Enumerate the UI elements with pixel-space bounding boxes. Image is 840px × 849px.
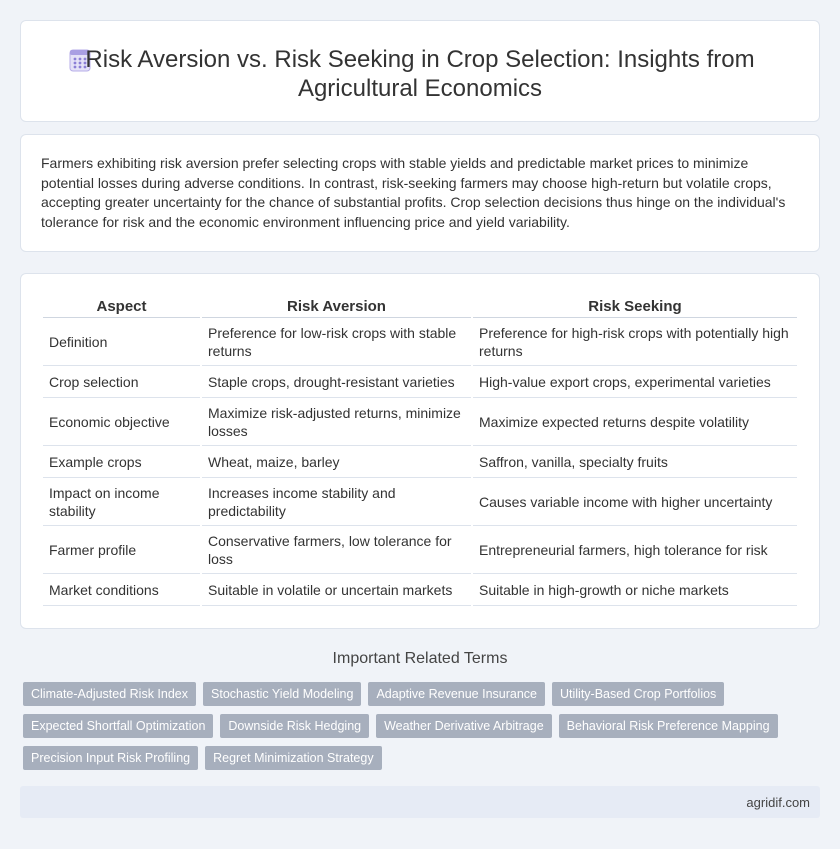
related-terms-heading: Important Related Terms xyxy=(332,650,508,667)
column-header-aspect: Aspect xyxy=(43,296,200,318)
table-cell: Saffron, vanilla, specialty fruits xyxy=(473,446,797,478)
table-row xyxy=(43,318,797,366)
table-cell: Suitable in high-growth or niche markets xyxy=(473,574,797,606)
related-term-tag[interactable]: Expected Shortfall Optimization xyxy=(23,714,213,738)
table-row xyxy=(43,478,797,526)
table-row xyxy=(43,398,797,446)
page-title: Risk Aversion vs. Risk Seeking in Crop Selection: Insights from Agricultural Economics xyxy=(85,46,755,102)
table-cell: Impact on income stability xyxy=(43,478,200,526)
column-header-risk-aversion: Risk Aversion xyxy=(202,296,471,318)
related-term-tag[interactable]: Behavioral Risk Preference Mapping xyxy=(559,714,778,738)
table-cell: Crop selection xyxy=(43,366,200,398)
intro-card xyxy=(20,134,820,252)
table-cell: Suitable in volatile or uncertain markets xyxy=(202,574,471,606)
table-cell: Definition xyxy=(43,318,200,366)
related-term-tag[interactable]: Precision Input Risk Profiling xyxy=(23,746,198,770)
related-terms-list xyxy=(23,682,813,770)
table-row xyxy=(43,574,797,606)
table-cell: Maximize risk-adjusted returns, minimize losses xyxy=(202,398,471,446)
table-cell: Farmer profile xyxy=(43,526,200,574)
table-cell: High-value export crops, experimental varieties xyxy=(473,366,797,398)
table-cell: Market conditions xyxy=(43,574,200,606)
related-term-tag[interactable]: Climate-Adjusted Risk Index xyxy=(23,682,196,706)
table-cell: Maximize expected returns despite volatility xyxy=(473,398,797,446)
table-cell: Preference for high-risk crops with potentially high returns xyxy=(473,318,797,366)
table-cell: Wheat, maize, barley xyxy=(202,446,471,478)
table-header-row xyxy=(43,296,797,318)
table-cell: Staple crops, drought-resistant varieties xyxy=(202,366,471,398)
table-cell: Example crops xyxy=(43,446,200,478)
related-term-tag[interactable]: Downside Risk Hedging xyxy=(220,714,369,738)
intro-paragraph: Farmers exhibiting risk aversion prefer selecting crops with stable yields and predictable market prices to minimize potential losses during adverse conditions. In contrast, risk-seeking farmers may choose high-return but volatile crops, accepting greater uncertainty for the chance of substantial profits. Crop selection decisions thus hinge on the individual's tolerance for risk and the economic environment influencing price and yield variability. xyxy=(41,155,786,230)
related-term-tag[interactable]: Weather Derivative Arbitrage xyxy=(376,714,552,738)
related-term-tag[interactable]: Regret Minimization Strategy xyxy=(205,746,381,770)
table-cell: Increases income stability and predictability xyxy=(202,478,471,526)
related-term-tag[interactable]: Stochastic Yield Modeling xyxy=(203,682,361,706)
footer-bar xyxy=(20,786,820,818)
column-header-risk-seeking: Risk Seeking xyxy=(473,296,797,318)
table-cell: Economic objective xyxy=(43,398,200,446)
comparison-card xyxy=(20,273,820,629)
comparison-table xyxy=(41,296,799,606)
table-cell: Causes variable income with higher uncertainty xyxy=(473,478,797,526)
related-term-tag[interactable]: Utility-Based Crop Portfolios xyxy=(552,682,724,706)
table-row xyxy=(43,446,797,478)
table-cell: Entrepreneurial farmers, high tolerance for risk xyxy=(473,526,797,574)
related-term-tag[interactable]: Adaptive Revenue Insurance xyxy=(368,682,545,706)
footer-site-link[interactable]: agridif.com xyxy=(746,795,810,810)
table-cell: Preference for low-risk crops with stable returns xyxy=(202,318,471,366)
table-row xyxy=(43,526,797,574)
table-cell: Conservative farmers, low tolerance for loss xyxy=(202,526,471,574)
table-row xyxy=(43,366,797,398)
title-card xyxy=(20,20,820,122)
